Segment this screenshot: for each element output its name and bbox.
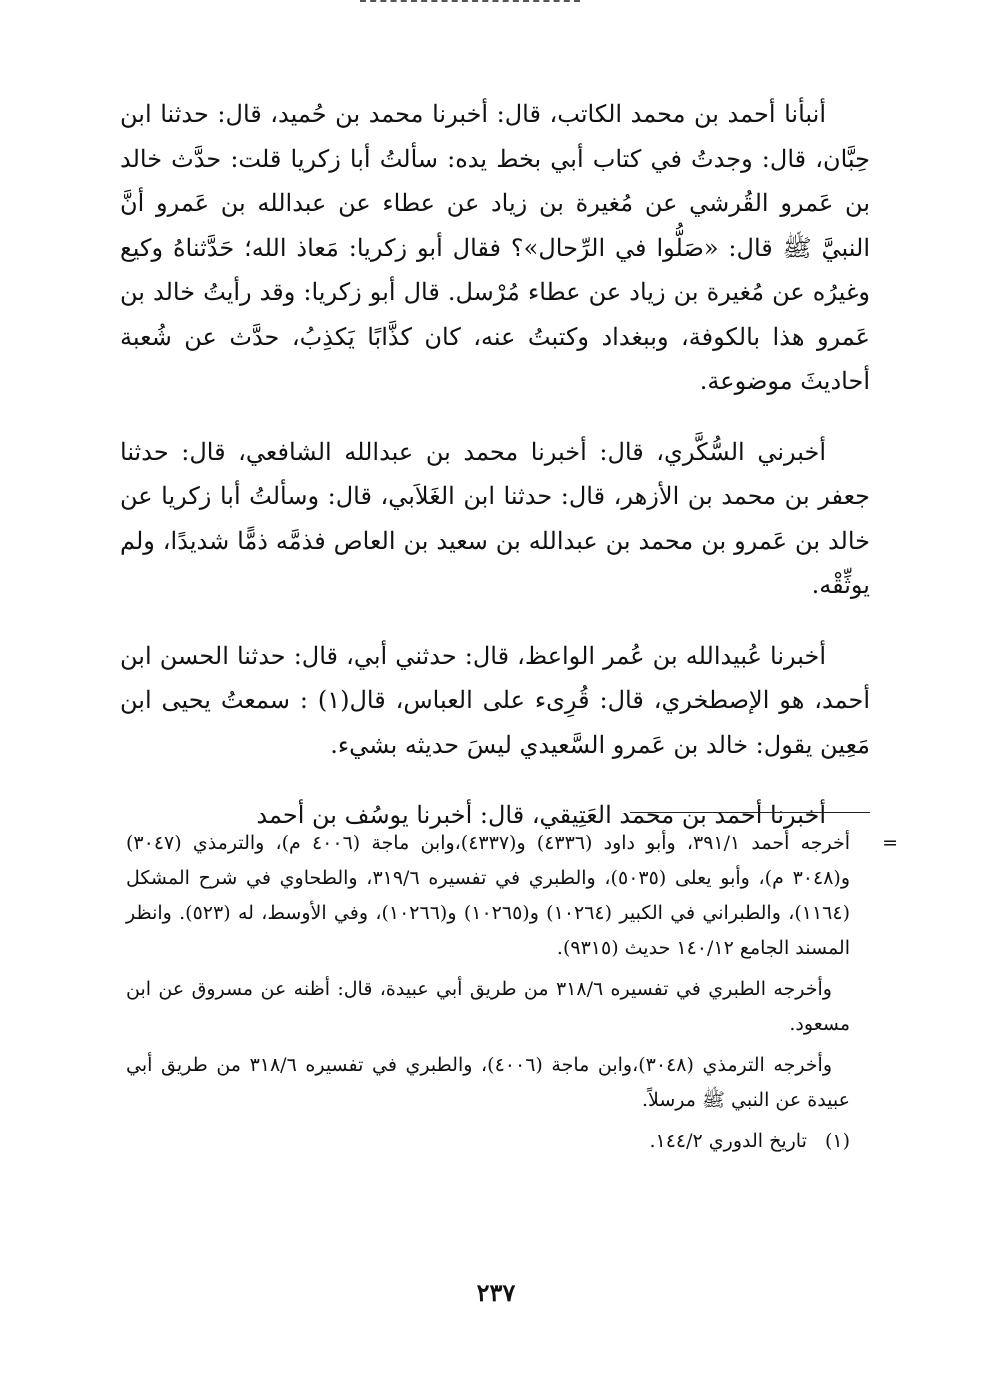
footnote-continued: [126, 826, 898, 966]
continuation-marker: =: [882, 832, 898, 854]
footnote-continued-3: وأخرجه الترمذي (٣٠٤٨)،وابن ماجة (٤٠٠٦)، والطبري في تفسيره ٣١٨/٦ من طريق أبي عبيدة عن النبي ﷺ مرسلاً.: [126, 1054, 850, 1111]
footnotes: [126, 826, 898, 1165]
paragraph-1: أنبأنا أحمد بن محمد الكاتب، قال: أخبرنا محمد بن حُميد، قال: حدثنا ابن حِبَّان، قال: وجدتُ في كتاب أبي بخط يده: سألتُ أبا زكريا قلت: حدَّث خالد بن عَمرو القُرشي عن مُغيرة بن زياد عن عطاء عن عبدالله بن عَمرو أنَّ النبيَّ ﷺ قال: «صَلُّوا في الرِّحال»؟ فقال أبو زكريا: مَعاذ الله؛ حَدَّثناهُ وكيع وغيرُه عن مُغيرة بن زياد عن عطاء مُرْسل. قال أبو زكريا: وقد رأيتُ خالد بن عَمرو هذا بالكوفة، وببغداد وكتبتُ عنه، كان كذَّابًا يَكذِبُ، حدَّث عن شُعبة أحاديثَ موضوعة.: [120, 100, 870, 395]
footnote-number: (١): [824, 1130, 850, 1152]
paragraph-2: أخبرني السُّكَّري، قال: أخبرنا محمد بن عبدالله الشافعي، قال: حدثنا جعفر بن محمد بن الأزهر، قال: حدثنا ابن الغَلاَبي، قال: وسألتُ أبا زكريا عن خالد بن عَمرو بن محمد بن عبدالله بن سعيد بن العاص فذمَّه ذمًّا شديدًا، ولم يوثِّقْه.: [120, 437, 870, 599]
footnote-continued-2: وأخرجه الطبري في تفسيره ٣١٨/٦ من طريق أبي عبيدة، قال: أظنه عن مسروق عن ابن مسعود.: [126, 978, 850, 1035]
footnote-separator: [630, 812, 870, 813]
main-text: [120, 92, 870, 838]
paragraph-4: أخبرنا أحمد بن محمد العَتِيقي، قال: أخبرنا يوسُف بن أحمد: [256, 801, 826, 829]
page-number: ٢٣٧: [476, 1278, 516, 1307]
paragraph-3: أخبرنا عُبيدالله بن عُمر الواعظ، قال: حدثني أبي، قال: حدثنا الحسن ابن أحمد، هو الإصطخري، قال: قُرِىء على العباس، قال(١) : سمعتُ يحيى ابن مَعِين يقول: خالد بن عَمرو السَّعيدي ليسَ حديثه بشيء.: [120, 641, 870, 759]
footnote-text: أخرجه أحمد ٣٩١/١، وأبو داود (٤٣٣٦) و(٤٣٣٧)،وابن ماجة (٤٠٠٦ م)، والترمذي (٣٠٤٧) و(٣٠٤٨ م)، وأبو يعلى (٥٠٣٥)، والطبري في تفسيره ٣١٩/٦، والطحاوي في شرح المشكل (١١٦٤)، والطبراني في الكبير (١٠٢٦٤) و(١٠٢٦٥) و(١٠٢٦٦)، وفي الأوسط، له (٥٢٣). وانظر المسند الجامع ١٤٠/١٢ حديث (٩٣١٥).: [126, 832, 851, 959]
top-edge-mark: [360, 0, 580, 6]
footnote-1: [126, 1124, 870, 1159]
footnote-text: تاريخ الدوري ١٤٤/٢.: [649, 1130, 807, 1152]
